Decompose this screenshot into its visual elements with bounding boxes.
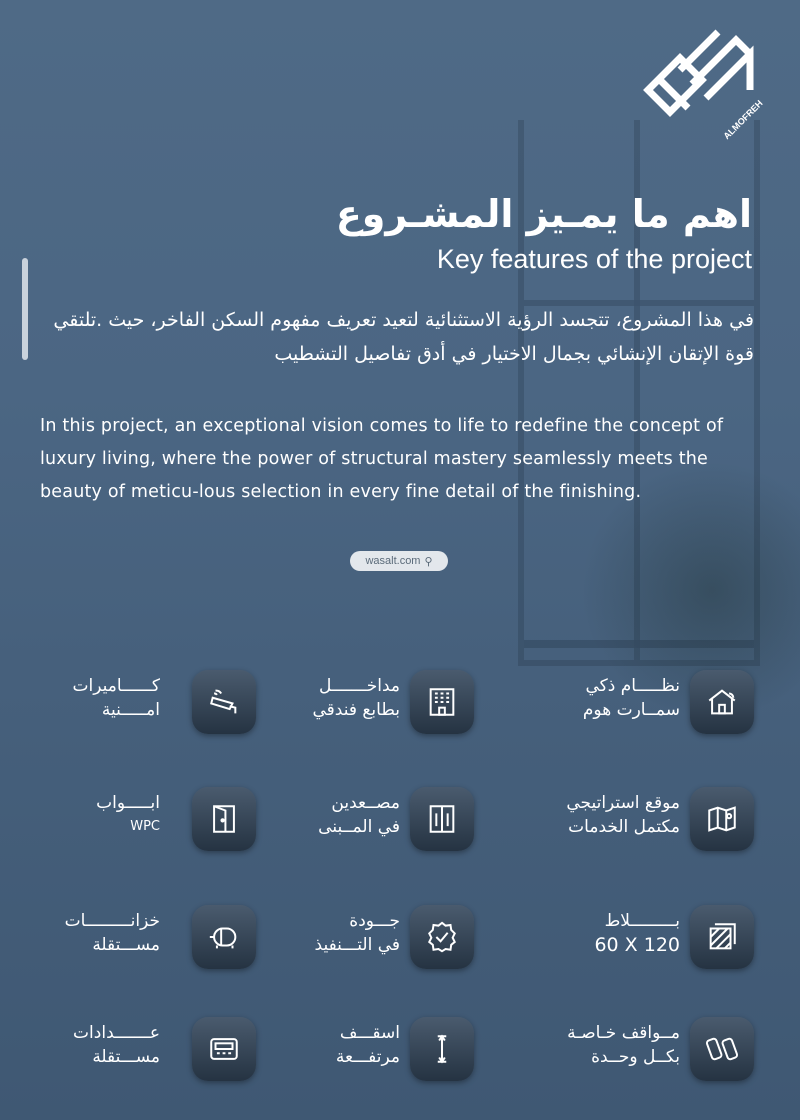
- feature-line2: 60 X 120: [594, 934, 680, 956]
- feature-line1: خزانـــــــــات: [64, 911, 160, 931]
- svg-text:ALMOFREH: ALMOFREH: [721, 98, 765, 142]
- title-english: Key features of the project: [436, 244, 752, 274]
- feature-line1: بـــــــــلاط: [604, 911, 680, 931]
- parking-icon: [690, 1017, 754, 1081]
- feature-line1: اسقـــف: [339, 1023, 400, 1043]
- feature-line2: امـــــنية: [101, 700, 160, 720]
- feature-elevators: [234, 785, 464, 855]
- feature-line2: WPC: [130, 819, 160, 834]
- feature-line1: موقع استراتيجي: [566, 793, 680, 813]
- feature-security-cameras: [0, 668, 230, 738]
- feature-line1: مــواقف خـاصـة: [567, 1023, 680, 1043]
- intro-paragraph-arabic: في هذا المشروع، تتجسد الرؤية الاستثنائية لتعيد تعريف مفهوم السكن الفاخر، حيث .تلتقي قوة الإتقان الإنشائي بجمال الاختيار في أدق تفاصيل التشطيب: [53, 309, 754, 365]
- location-pin-icon: ⚲: [424, 555, 433, 568]
- feature-line2: في المــبنى: [318, 817, 400, 837]
- title-arabic: اهم ما يمـيز المشـروع: [335, 192, 752, 236]
- meter-icon: [192, 1017, 256, 1081]
- feature-line1: عـــــــدادات: [73, 1023, 160, 1043]
- feature-line2: بطابع فندقي: [312, 700, 400, 720]
- feature-hotel-entrances: [234, 668, 464, 738]
- brand-logo: [640, 20, 765, 142]
- building-icon: [410, 670, 474, 734]
- feature-line2: سمــارت هوم: [582, 700, 680, 720]
- feature-quality: [234, 903, 464, 973]
- feature-tiles: [520, 903, 750, 973]
- map-icon: [690, 787, 754, 851]
- intro-paragraph-english: In this project, an exceptional vision comes to life to redefine the concept of luxury living, where the power of structural mastery seamlessly meets the beauty of meticu-lous selection in every fine detail of the finishing.: [40, 416, 724, 502]
- watermark-text: wasalt.com: [365, 555, 421, 567]
- ceiling-height-icon: [410, 1017, 474, 1081]
- feature-line1: كــــــاميرات: [72, 676, 160, 696]
- security-camera-icon: [192, 670, 256, 734]
- feature-smart-home: [520, 668, 750, 738]
- feature-line2: مســـتقلة: [92, 935, 160, 955]
- feature-line2: مســـتقلة: [92, 1047, 160, 1067]
- feature-line2: مرتفـــعة: [335, 1047, 400, 1067]
- water-tank-icon: [192, 905, 256, 969]
- feature-line1: نظـــــام ذكي: [585, 676, 680, 696]
- scrollbar-handle[interactable]: [22, 258, 28, 360]
- feature-line2: مكتمل الخدمات: [568, 817, 680, 837]
- quality-badge-icon: [410, 905, 474, 969]
- feature-line2: بكــل وحــدة: [591, 1047, 680, 1067]
- feature-separate-meters: [0, 1015, 230, 1085]
- door-icon: [192, 787, 256, 851]
- feature-strategic-location: [520, 785, 750, 855]
- tile-icon: [690, 905, 754, 969]
- feature-line1: جـــودة: [349, 911, 400, 931]
- feature-line2: في التـــنفيذ: [314, 935, 400, 955]
- feature-private-parking: [520, 1015, 750, 1085]
- watermark-badge: [350, 551, 448, 571]
- feature-line1: ابـــــواب: [96, 793, 160, 813]
- feature-wpc-doors: [0, 785, 230, 855]
- feature-line1: مصــعدين: [331, 793, 400, 813]
- smart-home-icon: [690, 670, 754, 734]
- elevator-icon: [410, 787, 474, 851]
- feature-water-tanks: [0, 903, 230, 973]
- feature-high-ceilings: [234, 1015, 464, 1085]
- feature-line1: مداخـــــــل: [319, 676, 400, 696]
